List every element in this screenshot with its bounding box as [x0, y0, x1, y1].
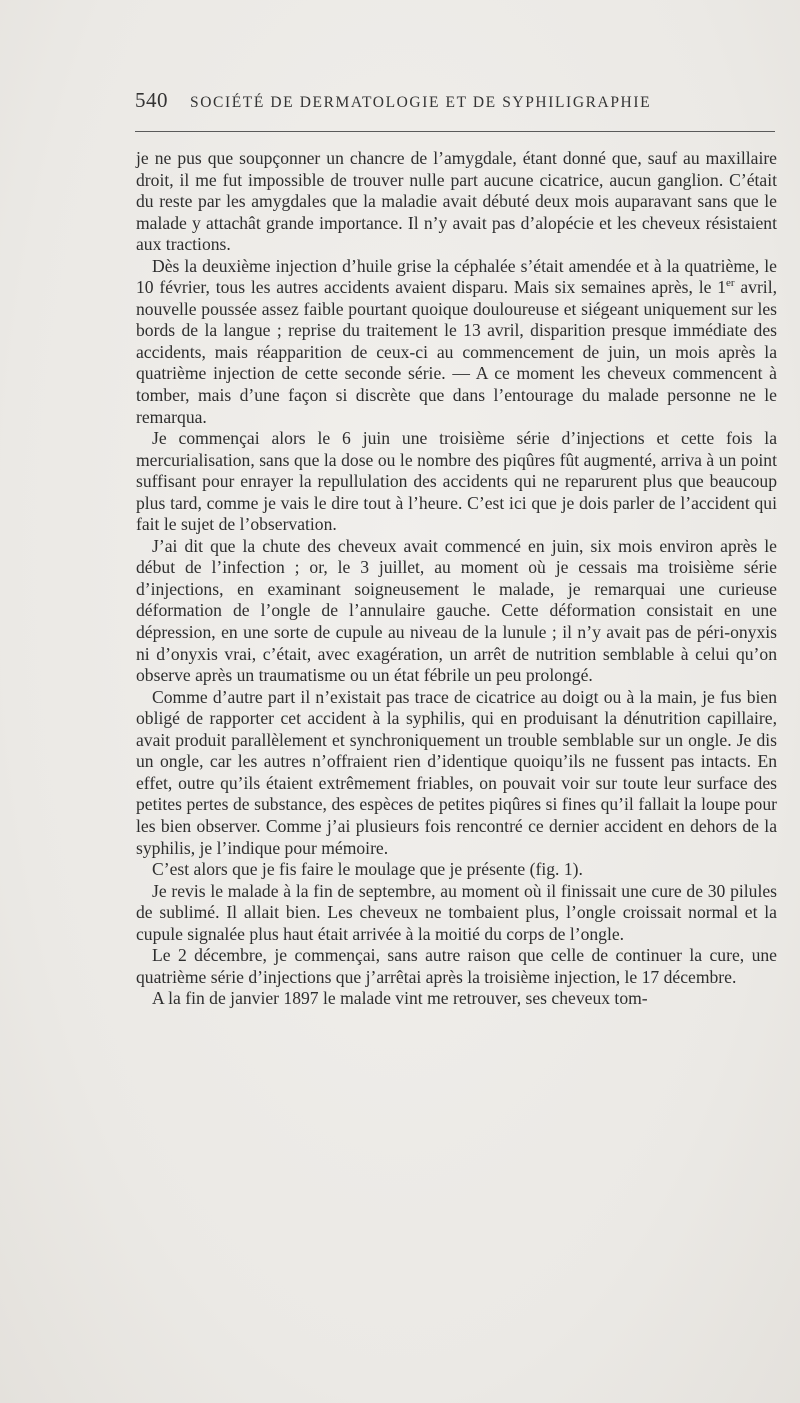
paragraph-text: je ne pus que soupçonner un chancre de l’amygdale, étant donné que, sauf au maxillaire droit, il me fut impossible de trouver nulle part aucune cicatrice, aucun ganglion. C’était du reste par les amygdales que la maladie avait débuté deux mois auparavant sans que le malade y attachât grande importance. Il n’y avait pas d’alopécie et les cheveux résistaient aux tractions. — [136, 148, 777, 255]
paragraph-text: Je revis le malade à la fin de septembre, au moment où il finissait une cure de 30 pilules de sublimé. Il allait bien. Les cheveux ne tombaient plus, l’ongle croissait normal et la cupule signalée plus haut était arrivée à la moitié du corps de l’ongle. — [136, 880, 777, 944]
paragraph-text: C’est alors que je fis faire le moulage que je présente (fig. 1). — [152, 859, 583, 880]
paragraph-text: J’ai dit que la chute des cheveux avait commencé en juin, six mois environ après le début de l’infection ; or, le 3 juillet, au moment où je cessais ma troisième série d’injections, en examinant soigneusement le malade, je remarquai une curieuse déformation de l’ongle de l’annulaire gauche. Cette déformation consistait en une dépression, en une sorte de cupule au niveau de la lunule ; il n’y avait pas de péri-onyxis ni d’onyxis vrai, c’était, avec exagération, un arrêt de nutrition semblable à celui qu’on observe après un traumatisme ou un état fébrile un peu prolongé. — [136, 535, 777, 686]
paragraph-9 — [136, 988, 777, 1010]
paragraph-2 — [136, 256, 777, 428]
body-text — [136, 148, 777, 1010]
paragraph-6 — [136, 859, 777, 881]
superscript-er: er — [726, 277, 735, 290]
paragraph-text: Le 2 décembre, je commençai, sans autre raison que celle de continuer la cure, une quatrième série d’injections que j’arrêtai après la troisième injection, le 17 décembre. — [136, 945, 777, 987]
paragraph-text: A la fin de janvier 1897 le malade vint me retrouver, ses cheveux tom- — [152, 988, 648, 1009]
paragraph-text: Dès la deuxième injection d’huile grise la céphalée s’était amendée et à la quatrième, le 10 février, tous les autres accidents avaient disparu. Mais six semaines après, le 1 — [136, 255, 777, 298]
paragraph-text: Comme d’autre part il n’existait pas trace de cicatrice au doigt ou à la main, je fus bien obligé de rapporter cet accident à la syphilis, qui en produisant la dénutrition capillaire, avait produit parallèlement et synchroniquement un trouble semblable sur un ongle. Je dis un ongle, car les autres n’offraient rien d’identique quoiqu’ils ne fussent pas intacts. En effet, outre qu’ils étaient extrêmement friables, on pouvait voir sur toute leur surface des petites pertes de substance, des espèces de petites piqûres si fines qu’il fallait la loupe pour les bien observer. Comme j’ai plusieurs fois rencontré ce dernier accident en dehors de la syphilis, je l’indique pour mémoire. — [136, 686, 777, 858]
running-head: SOCIÉTÉ DE DERMATOLOGIE ET DE SYPHILIGRAPHIE — [190, 94, 652, 111]
paragraph-7 — [136, 881, 777, 946]
paragraph-text: Je commençai alors le 6 juin une troisième série d’injections et cette fois la mercurialisation, sans que la dose ou le nombre des piqûres fût augmenté, arriva à un point suffisant pour enrayer la repullulation des accidents qui ne reparurent plus que beaucoup plus tard, comme je vais le dire tout à l’heure. C’est ici que je dois parler de l’accident qui fait le sujet de l’observation. — [136, 428, 777, 535]
page-number: 540 — [135, 88, 168, 112]
paragraph-8 — [136, 945, 777, 988]
paragraph-4 — [136, 536, 777, 687]
paragraph-5 — [136, 687, 777, 859]
header-rule — [135, 131, 775, 132]
paragraph-1 — [136, 148, 777, 256]
paragraph-text: avril, nouvelle poussée assez faible pourtant quoique douloureuse et siégeant uniquement sur les bords de la langue ; reprise du traitement le 13 avril, disparition presque immédiate des accidents, mais réapparition de ceux-ci au commencement de juin, un mois après la quatrième injection de cette seconde série. — A ce moment les cheveux commencent à tomber, mais d’une façon si discrète que dans l’entourage du malade personne ne le remarqua. — [136, 277, 777, 427]
page-header — [135, 88, 775, 122]
paragraph-3 — [136, 428, 777, 536]
